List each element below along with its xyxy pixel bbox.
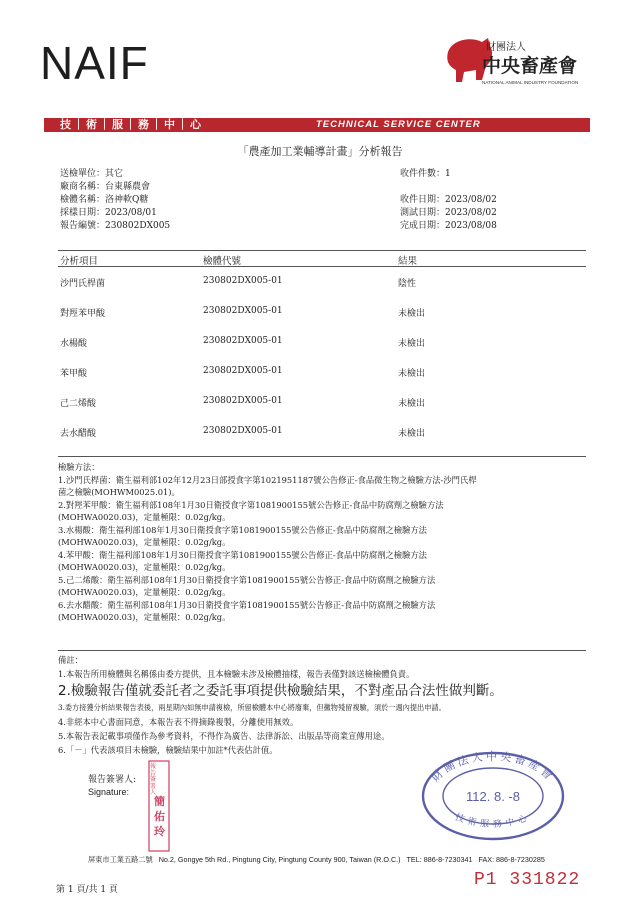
info-company: 廠商名稱：台東縣農會 [60,182,151,192]
info-test-date: 測試日期：2023/08/02 [400,208,497,218]
info-received-count: 收件件數：1 [400,169,451,179]
naif-foundation-logo [442,32,602,88]
table-header-result: 結果 [398,256,418,267]
signature-label [88,774,136,798]
row-item: 水楊酸 [60,339,88,349]
test-methods [58,461,588,624]
remarks-title: 備註： [58,655,83,665]
address-cn: 屏東市工業五路二號 [88,855,153,864]
row-code: 230802DX005-01 [203,426,283,436]
info-sample-name: 檢體名稱：洛神軟Q糖 [60,195,149,205]
address-en: No.2, Gongye 5th Rd., Pingtung City, Pingtung County 900, Taiwan (R.O.C.) [158,855,401,864]
seal-name-text: 簡佑玲 [154,795,165,838]
table-header-rule [58,266,586,267]
info-report-number: 報告編號：230802DX005 [60,221,171,231]
row-code: 230802DX005-01 [203,366,283,376]
method-line: 5.己二烯酸：衛生福利部108年1月30日衛授食字第1081900155號公告修正-食品中防腐劑之檢驗方法 [58,574,436,585]
row-result: 未檢出 [398,339,426,349]
page-number: 第 1 頁/共 1 頁 [56,885,118,895]
method-line: (MOHWA0020.03)，定量極限：0.02g/kg。 [58,612,231,622]
row-item: 苯甲酸 [60,369,88,379]
footer-address [88,855,545,865]
report-title: 「農產加工業輔導計畫」分析報告 [237,145,403,158]
row-result: 未檢出 [398,369,426,379]
naif-logo-text: NAIF [40,37,149,89]
remark-line-emphasis: 2.檢驗報告僅就委託者之委託事項提供檢驗結果，不對產品合法性做判斷。 [58,683,503,699]
remark-line: 5.本報告表記載事項僅作為參考資料，不得作為廣告、法律訴訟、出版品等商業宣傳用途。 [58,731,390,741]
row-code: 230802DX005-01 [203,276,283,286]
method-line: 1.沙門氏桿菌：衛生福利部102年12月23日部授食字第1021951187號公告修正-食品微生物之檢驗方法-沙門氏桿 [58,474,477,485]
org-small-text: 財團法人 [486,42,526,53]
method-line: (MOHWA0020.03)，定量極限：0.02g/kg。 [58,587,231,597]
info-left [60,168,170,233]
seal-title-text: 報告簽署人 [150,763,157,796]
footer-fax: FAX: 886-8-7230285 [478,855,545,864]
org-en-text: NATIONAL ANIMAL INDUSTRY FOUNDATION [482,80,579,85]
row-result: 未檢出 [398,429,426,439]
band-en-text: TECHNICAL SERVICE CENTER [316,119,481,130]
stamp-date: 112. 8. -8 [466,789,520,804]
signature-label-cn: 報告簽署人: [88,775,137,785]
row-item: 對羥苯甲酸 [60,309,106,319]
org-big-text: 中央畜產會 [482,55,578,77]
method-line: 6.去水醋酸：衛生福利部108年1月30日衛授食字第1081900155號公告修正-食品中防腐劑之檢驗方法 [58,599,436,610]
remarks-top-rule [58,650,586,651]
remark-line: 4.非經本中心書面同意，本報告表不得摘錄複製，分離使用無效。 [58,717,299,727]
row-result: 未檢出 [398,309,426,319]
method-line: 菌之檢驗(MOHWM0025.01)。 [58,487,180,497]
row-result: 未檢出 [398,399,426,409]
method-line: (MOHWA0020.03)，定量極限：0.02g/kg。 [58,562,231,572]
info-sender: 送檢單位：其它 [60,169,124,179]
center-seal-stamp [420,750,566,842]
remark-line: 1.本報告所用檢體與名稱係由委方提供，且本檢驗未涉及檢體抽樣，報告表僅對該送檢檢體負責。 [58,669,415,679]
info-complete-date: 完成日期：2023/08/08 [400,221,497,231]
row-item: 去水醋酸 [60,429,97,439]
info-received-date: 收件日期：2023/08/02 [400,195,497,205]
row-code: 230802DX005-01 [203,336,283,346]
table-top-rule [58,250,586,251]
info-right [400,168,497,233]
row-code: 230802DX005-01 [203,396,283,406]
serial-number: P1 331822 [474,870,581,890]
row-item: 己二烯酸 [60,399,97,409]
methods-top-rule [58,456,586,457]
signature-seal [148,760,170,852]
remark-line: 3.委方接獲分析結果報告表後，兩星期內如無申請複檢，所留檢體本中心將廢棄，但黴物殘留複驗，須於一週內提出申請。 [58,703,446,712]
footer-tel: TEL: 886-8-7230341 [406,855,473,864]
table-header-item: 分析項目 [60,256,99,267]
method-line: (MOHWA0020.03)，定量極限：0.02g/kg。 [58,512,231,522]
remark-line: 6.「－」代表該項目未檢驗，檢驗結果中加註*代表估計值。 [58,745,278,755]
signature-label-en: Signature: [88,787,130,797]
remarks [58,653,588,757]
svg-text:財團法人中央畜產會 [428,750,558,784]
methods-title: 檢驗方法： [58,462,100,472]
method-line: 2.對羥苯甲酸：衛生福利部108年1月30日衛授食字第1081900155號公告修正-食品中防腐劑之檢驗方法 [58,499,444,510]
table-header-code: 檢體代號 [203,256,242,267]
stamp-bottom-text: 技術服務中心 [453,812,533,830]
svg-text:技術服務中心 [454,811,532,830]
info-blank [400,181,497,194]
method-line: 4.苯甲酸：衛生福利部108年1月30日衛授食字第1081900155號公告修正-食品中防腐劑之檢驗方法 [58,549,427,560]
row-code: 230802DX005-01 [203,306,283,316]
row-item: 沙門氏桿菌 [60,279,106,289]
method-line: 3.水楊酸：衛生福利部108年1月30日衛授食字第1081900155號公告修正-食品中防腐劑之檢驗方法 [58,524,427,535]
band-cn-text: 技｜術｜服｜務｜中｜心 [60,118,203,131]
stamp-top-text: 財團法人中央畜產會 [428,750,558,785]
method-line: (MOHWA0020.03)，定量極限：0.02g/kg。 [58,537,231,547]
row-result: 陰性 [398,279,417,289]
info-sampling-date: 採樣日期：2023/08/01 [60,208,157,218]
